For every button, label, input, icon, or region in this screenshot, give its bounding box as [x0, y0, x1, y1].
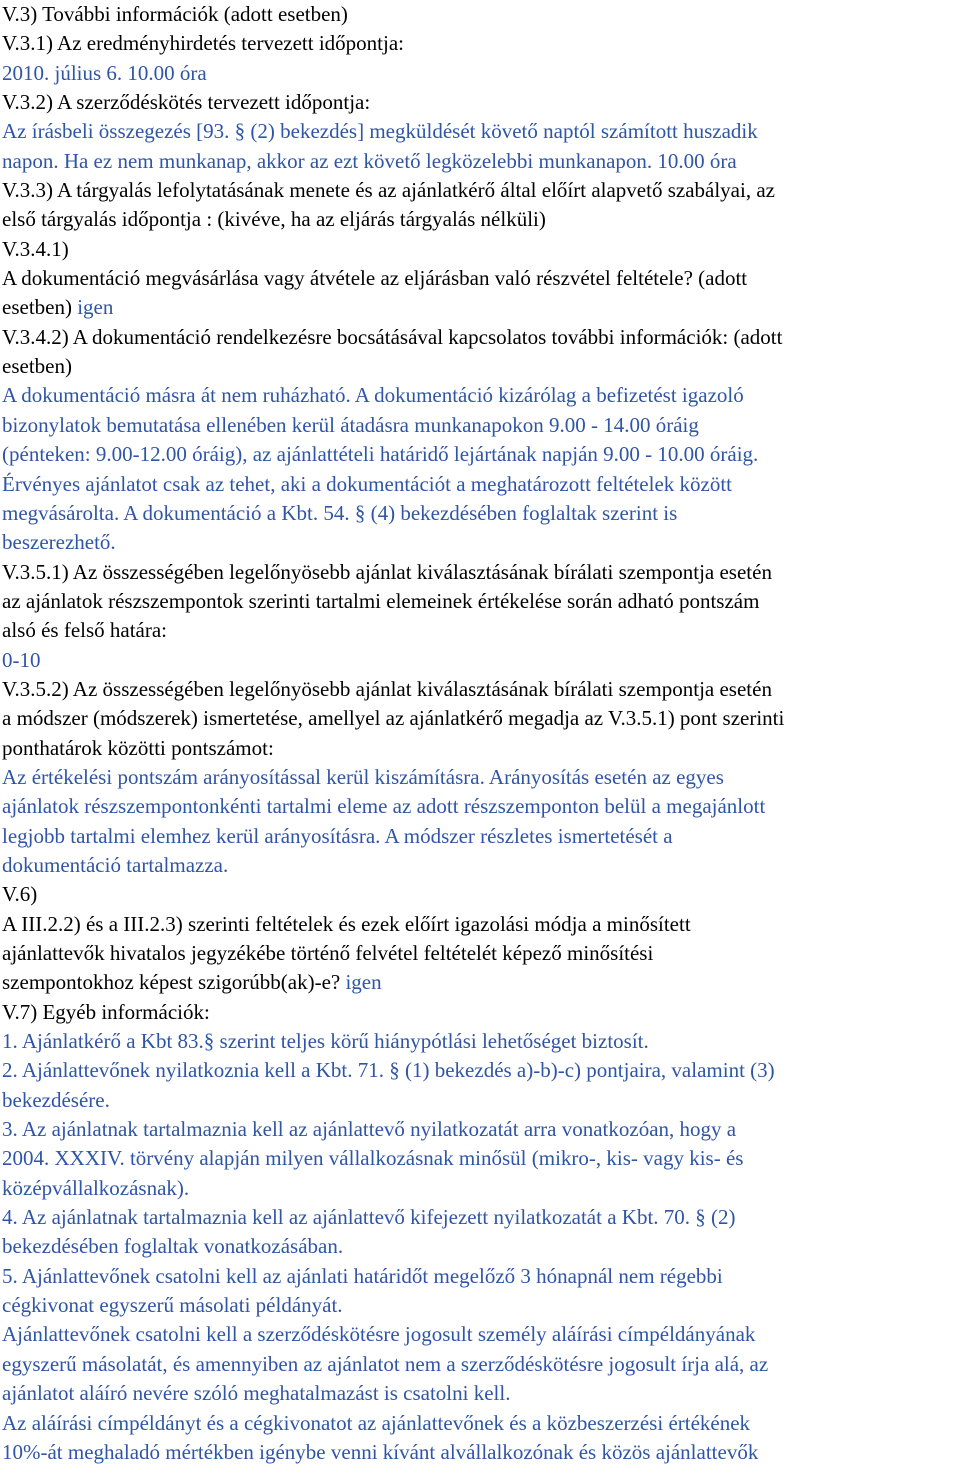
label-text: V.6) — [2, 882, 38, 907]
text-line — [2, 1320, 960, 1349]
text-line — [2, 59, 960, 88]
label-text: az ajánlatok részszempontok szerinti tartalmi elemeinek értékelése során adható pontszám — [2, 588, 760, 613]
value-text: (pénteken: 9.00-12.00 óráig), az ajánlattételi határidő lejártának napján 9.00 - 10.00 óráig. — [2, 442, 759, 467]
value-text: 3. Az ajánlatnak tartalmaznia kell az ajánlattevő nyilatkozatát arra vonatkozóan, hogy a — [2, 1117, 737, 1142]
text-line — [2, 29, 960, 58]
label-text: V.3.4.2) A dokumentáció rendelkezésre bocsátásával kapcsolatos további információk: (adott — [2, 324, 783, 349]
text-line — [2, 880, 960, 909]
value-text: 0-10 — [2, 647, 41, 672]
text-line — [2, 822, 960, 851]
value-text: cégkivonat egyszerű másolati példányát. — [2, 1293, 343, 1318]
value-text: 2004. XXXIV. törvény alapján milyen vállalkozásnak minősül (mikro-, kis- vagy kis- és — [2, 1146, 744, 1171]
document-page — [2, 0, 960, 1467]
label-text: V.3) További információk (adott esetben) — [2, 2, 348, 26]
text-line — [2, 734, 960, 763]
text-line — [2, 1174, 960, 1203]
value-text: igen — [77, 295, 114, 320]
text-line — [2, 1409, 960, 1438]
label-text: szempontokhoz képest szigorúbb(ak)-e? — [2, 970, 346, 995]
text-line — [2, 0, 960, 29]
label-text: ponthatárok közötti pontszámot: — [2, 735, 274, 760]
text-line — [2, 587, 960, 616]
text-line — [2, 1438, 960, 1467]
text-line — [2, 646, 960, 675]
label-text: V.3.4.1) — [2, 236, 69, 261]
label-text: V.7) Egyéb információk: — [2, 999, 210, 1024]
label-text: A dokumentáció megvásárlása vagy átvétele az eljárásban való részvétel feltétele? (adott — [2, 266, 748, 291]
label-text: ajánlattevők hivatalos jegyzékébe történő felvétel feltételét képező minősítési — [2, 941, 654, 965]
label-text: első tárgyalás időpontja : (kivéve, ha az eljárás tárgyalás nélküli) — [2, 207, 546, 232]
value-text: Érvényes ajánlatot csak az tehet, aki a dokumentációt a meghatározott feltételek között — [2, 471, 733, 496]
text-line — [2, 528, 960, 557]
value-text: 5. Ajánlattevőnek csatolni kell az ajánlati határidőt megelőző 3 hónapnál nem régebbi — [2, 1263, 723, 1288]
label-text: V.3.5.2) Az összességében legelőnyösebb ajánlat kiválasztásának bírálati szempontja esetén — [2, 676, 772, 701]
value-text: megvásárolta. A dokumentáció a Kbt. 54. § (4) bekezdésében foglaltak szerint is — [2, 500, 678, 525]
text-line — [2, 381, 960, 410]
text-line — [2, 1115, 960, 1144]
value-text: igen — [345, 970, 382, 995]
text-line — [2, 323, 960, 352]
text-line — [2, 939, 960, 968]
text-line — [2, 1291, 960, 1320]
value-text: bekezdésében foglaltak vonatkozásában. — [2, 1234, 344, 1259]
value-text: Az értékelési pontszám arányosítással kerül kiszámításra. Arányosítás esetén az egyes — [2, 764, 724, 789]
text-line — [2, 499, 960, 528]
value-text: beszerezhető. — [2, 530, 116, 555]
text-line — [2, 998, 960, 1027]
text-line — [2, 675, 960, 704]
label-text: V.3.3) A tárgyalás lefolytatásának menete és az ajánlatkérő által előírt alapvető szabályai, az — [2, 178, 775, 203]
label-text: alsó és felső határa: — [2, 618, 168, 643]
value-text: dokumentáció tartalmazza. — [2, 852, 229, 877]
text-line — [2, 352, 960, 381]
text-line — [2, 910, 960, 939]
text-line — [2, 1144, 960, 1173]
label-text: V.3.1) Az eredményhirdetés tervezett időpontja: — [2, 31, 404, 56]
value-text: Az írásbeli összegezés [93. § (2) bekezdés] megküldését követő naptól számított huszadik — [2, 119, 758, 144]
value-text: 4. Az ajánlatnak tartalmaznia kell az ajánlattevő kifejezett nyilatkozatát a Kbt. 70. § (2) — [2, 1205, 736, 1230]
text-line — [2, 1086, 960, 1115]
text-line — [2, 851, 960, 880]
text-line — [2, 763, 960, 792]
text-line — [2, 1203, 960, 1232]
value-text: Ajánlattevőnek csatolni kell a szerződéskötésre jogosult személy aláírási címpéldányának — [2, 1322, 756, 1347]
label-text: esetben) — [2, 295, 78, 320]
value-text: Az aláírási címpéldányt és a cégkivonatot az ajánlattevőnek és a közbeszerzési értékének — [2, 1410, 751, 1435]
value-text: ajánlatot aláíró nevére szóló meghatalmazást is csatolni kell. — [2, 1381, 511, 1406]
text-line — [2, 704, 960, 733]
text-line — [2, 968, 960, 997]
text-line — [2, 1027, 960, 1056]
value-text: bekezdésére. — [2, 1087, 110, 1112]
text-line — [2, 176, 960, 205]
text-line — [2, 792, 960, 821]
text-line — [2, 616, 960, 645]
label-text: V.3.2) A szerződéskötés tervezett időpontja: — [2, 90, 371, 115]
text-line — [2, 205, 960, 234]
text-line — [2, 1379, 960, 1408]
text-line — [2, 117, 960, 146]
value-text: 10%-át meghaladó mértékben igénybe venni kívánt alvállalkozónak és közös ajánlattevők — [2, 1439, 759, 1464]
text-line — [2, 147, 960, 176]
value-text: legjobb tartalmi elemhez kerül arányosításra. A módszer részletes ismertetését a — [2, 823, 673, 848]
value-text: A dokumentáció másra át nem ruházható. A dokumentáció kizárólag a befizetést igazoló — [2, 383, 744, 408]
text-line — [2, 293, 960, 322]
text-line — [2, 440, 960, 469]
text-line — [2, 1350, 960, 1379]
text-line — [2, 470, 960, 499]
text-line — [2, 264, 960, 293]
text-line — [2, 1056, 960, 1085]
value-text: 2. Ajánlattevőnek nyilatkoznia kell a Kbt. 71. § (1) bekezdés a)-b)-c) pontjaira, valamint (3) — [2, 1058, 775, 1083]
value-text: ajánlatok részszempontonkénti tartalmi eleme az adott részszemponton belül a megajánlott — [2, 794, 766, 819]
text-line — [2, 411, 960, 440]
value-text: 1. Ajánlatkérő a Kbt 83.§ szerint teljes körű hiánypótlási lehetőséget biztosít. — [2, 1029, 649, 1054]
text-line — [2, 558, 960, 587]
value-text: középvállalkozásnak). — [2, 1175, 190, 1200]
value-text: napon. Ha ez nem munkanap, akkor az ezt követő legközelebbi munkanapon. 10.00 óra — [2, 148, 737, 173]
text-line — [2, 88, 960, 117]
text-line — [2, 235, 960, 264]
label-text: a módszer (módszerek) ismertetése, amellyel az ajánlatkérő megadja az V.3.5.1) pont szerinti — [2, 706, 785, 731]
label-text: A III.2.2) és a III.2.3) szerinti feltételek és ezek előírt igazolási módja a minősített — [2, 911, 691, 936]
label-text: esetben) — [2, 354, 72, 379]
value-text: egyszerű másolatát, és amennyiben az ajánlatot nem a szerződéskötésre jogosult írja alá, az — [2, 1351, 769, 1376]
value-text: bizonylatok bemutatása ellenében kerül átadásra munkanapokon 9.00 - 14.00 óráig — [2, 412, 699, 437]
text-line — [2, 1232, 960, 1261]
value-text: 2010. július 6. 10.00 óra — [2, 60, 207, 85]
label-text: V.3.5.1) Az összességében legelőnyösebb ajánlat kiválasztásának bírálati szempontja esetén — [2, 559, 772, 584]
text-line — [2, 1262, 960, 1291]
